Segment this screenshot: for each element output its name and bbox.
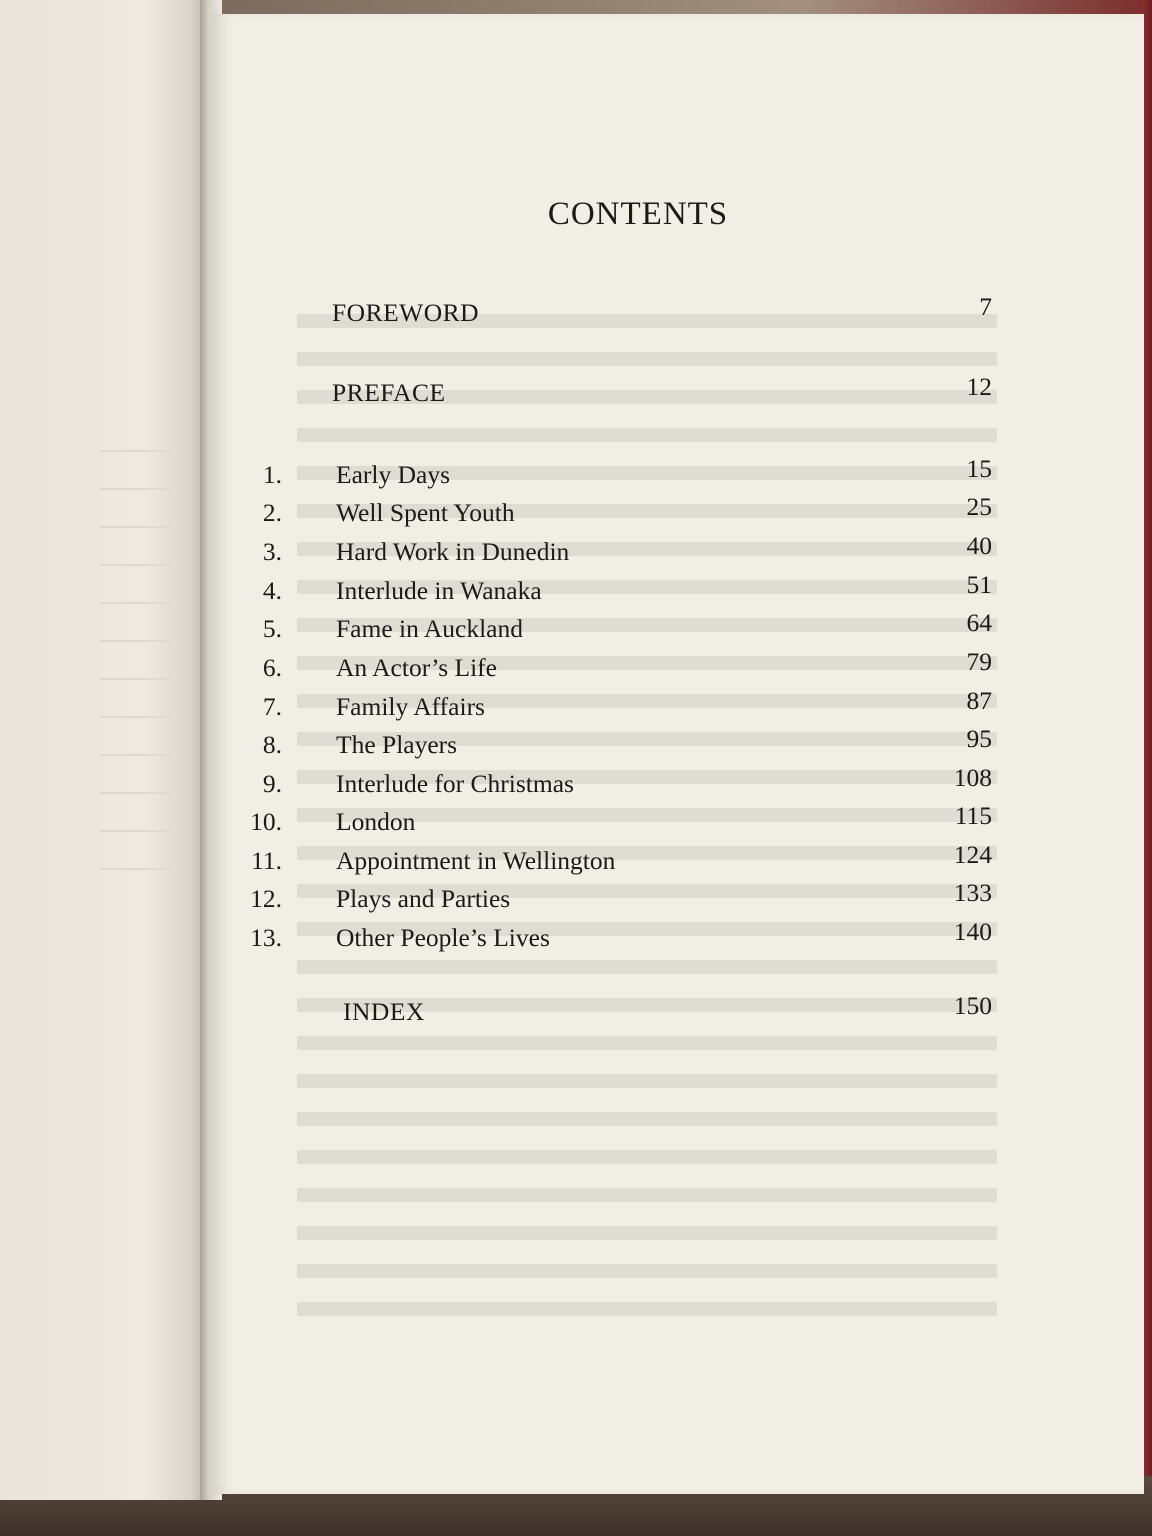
toc-entry-title: Interlude in Wanaka bbox=[336, 576, 542, 605]
toc-entry-foreword bbox=[212, 292, 992, 334]
toc-entry bbox=[212, 570, 992, 612]
toc-entry-page: 140 bbox=[953, 917, 992, 946]
toc-entry-title: Appointment in Wellington bbox=[336, 846, 616, 875]
toc-entry-page: 115 bbox=[954, 801, 992, 830]
toc-entry-title: Family Affairs bbox=[336, 692, 485, 721]
toc-entry-page: 95 bbox=[966, 724, 992, 753]
toc-entry bbox=[212, 724, 992, 766]
toc-entry-preface bbox=[212, 372, 992, 414]
toc-entry bbox=[212, 531, 992, 573]
toc-entry-page: 64 bbox=[966, 608, 992, 637]
toc-entry-page: 150 bbox=[953, 991, 992, 1020]
toc-entry-number: 13. bbox=[250, 923, 282, 952]
toc-entry-index bbox=[212, 991, 992, 1033]
toc-entry-page: 40 bbox=[966, 531, 992, 560]
toc-entry bbox=[212, 608, 992, 650]
toc-entry-page: 25 bbox=[966, 492, 992, 521]
toc-entry-number: 6. bbox=[262, 653, 282, 682]
toc-entry bbox=[212, 647, 992, 689]
toc-entry-title: Early Days bbox=[336, 460, 451, 489]
toc-entry bbox=[212, 878, 992, 920]
toc-entry-page: 79 bbox=[966, 647, 992, 676]
contents-heading: CONTENTS bbox=[547, 196, 729, 232]
toc-entry-title: Hard Work in Dunedin bbox=[336, 537, 570, 566]
toc-entry-title: PREFACE bbox=[332, 378, 446, 407]
toc-entry bbox=[212, 454, 992, 496]
toc-entry-page: 124 bbox=[953, 840, 992, 869]
toc-entry bbox=[212, 492, 992, 534]
toc-entry-number: 8. bbox=[262, 730, 282, 759]
toc-entry-title: Interlude for Christmas bbox=[336, 769, 574, 798]
toc-entry-title: London bbox=[336, 807, 416, 836]
toc-entry-number: 4. bbox=[262, 576, 282, 605]
toc-entry bbox=[212, 917, 992, 959]
toc-entry-title: FOREWORD bbox=[332, 298, 480, 327]
toc-entry bbox=[212, 686, 992, 728]
toc-entry-number: 1. bbox=[262, 460, 282, 489]
toc-entry-page: 7 bbox=[979, 292, 992, 321]
toc-entry-title: Well Spent Youth bbox=[336, 498, 515, 527]
toc-entry-title: INDEX bbox=[343, 997, 425, 1026]
toc-entry-number: 10. bbox=[250, 807, 282, 836]
toc-entry-number: 11. bbox=[251, 846, 282, 875]
toc-entry-title: Other People’s Lives bbox=[336, 923, 550, 952]
toc-entry-page: 12 bbox=[966, 372, 992, 401]
toc-entry bbox=[212, 840, 992, 882]
toc-entry-number: 2. bbox=[262, 498, 282, 527]
toc-entry-title: An Actor’s Life bbox=[336, 653, 497, 682]
contents-page bbox=[212, 14, 1144, 1494]
toc-entry-page: 15 bbox=[966, 454, 992, 483]
toc-entry-number: 5. bbox=[262, 614, 282, 643]
toc-entry bbox=[212, 801, 992, 843]
toc-entry-page: 108 bbox=[953, 763, 992, 792]
toc-entry-number: 9. bbox=[262, 769, 282, 798]
toc-entry-page: 87 bbox=[966, 686, 992, 715]
toc-entry-number: 7. bbox=[262, 692, 282, 721]
toc-entry-page: 51 bbox=[966, 570, 992, 599]
toc-entry-title: Plays and Parties bbox=[336, 884, 511, 913]
left-page-show-through bbox=[100, 450, 180, 906]
left-page bbox=[0, 0, 208, 1500]
toc-entry-number: 12. bbox=[250, 884, 282, 913]
toc-entry bbox=[212, 763, 992, 805]
toc-entry-title: The Players bbox=[336, 730, 458, 759]
toc-entry-page: 133 bbox=[953, 878, 992, 907]
toc-entry-title: Fame in Auckland bbox=[336, 614, 523, 643]
toc-entry-number: 3. bbox=[262, 537, 282, 566]
